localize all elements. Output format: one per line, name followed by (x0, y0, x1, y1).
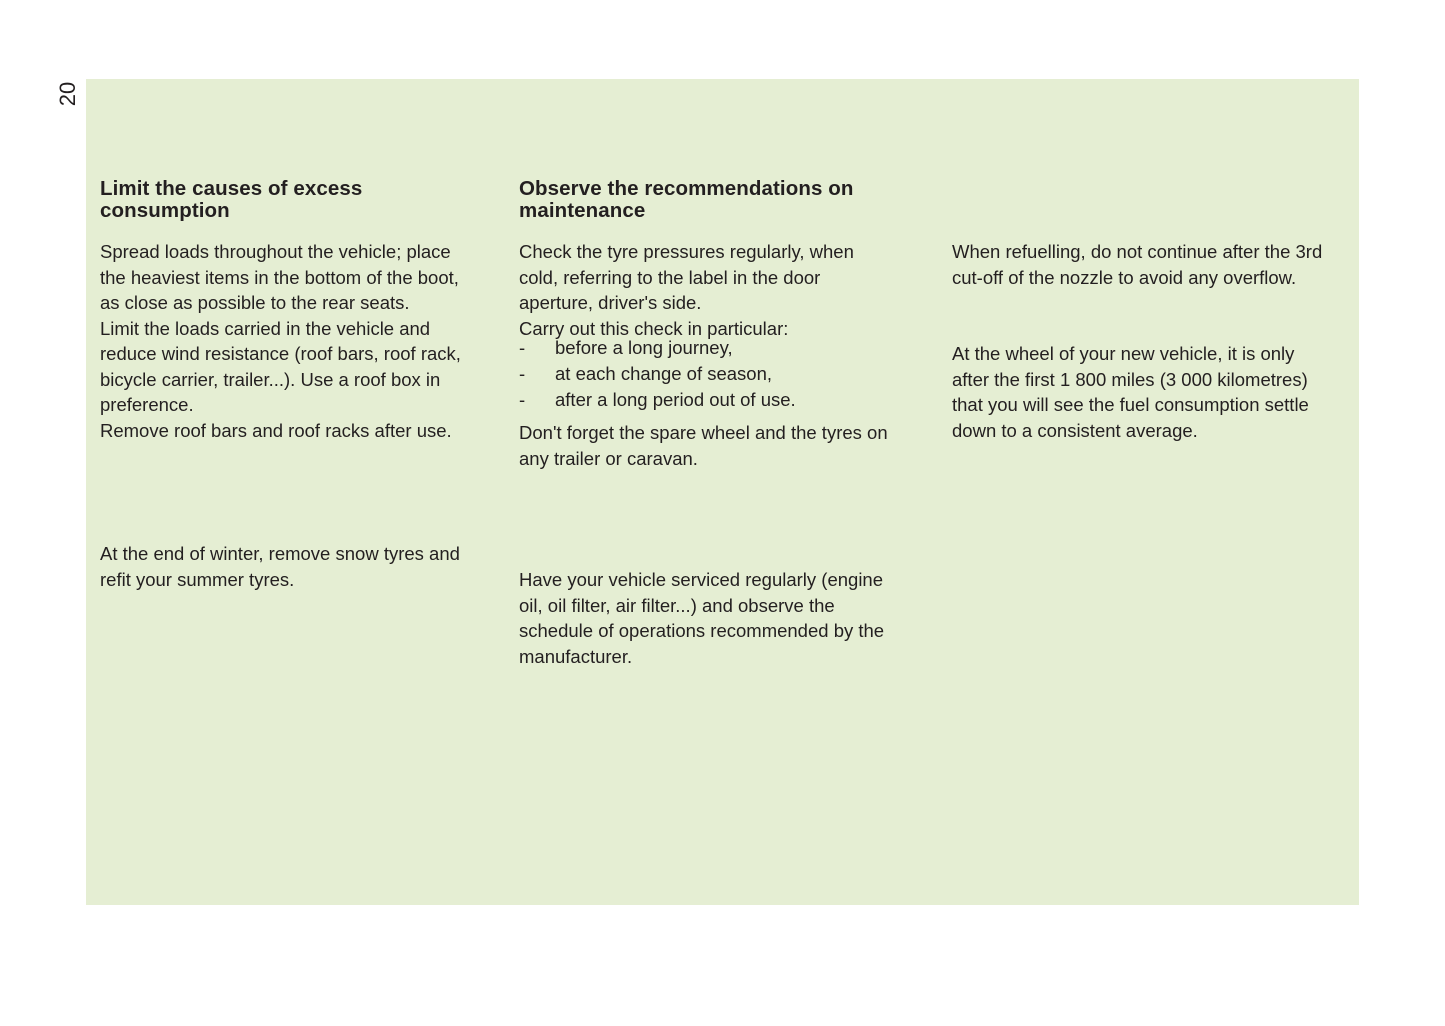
heading-excess-consumption: Limit the causes of excess consumption (100, 177, 363, 222)
list-item: - at each change of season, (519, 363, 773, 384)
list-item: - before a long journey, (519, 337, 733, 358)
check-occasions-list (519, 335, 796, 413)
paragraph-spare-wheel: Don't forget the spare wheel and the tyres on any trailer or caravan. (519, 422, 888, 469)
page-number: 20 (55, 81, 80, 107)
paragraph-loads: Spread loads throughout the vehicle; place the heaviest items in the bottom of the boot, as close as possible to the rear seats. Limit the loads carried in the vehicle and reduce wind resistance (roof bars, roof rack, bicycle carrier, trailer...). Use a roof box in preference. Remove roof bars and roof racks after use. (100, 241, 461, 441)
list-item: - after a long period out of use. (519, 389, 796, 410)
paragraph-servicing: Have your vehicle serviced regularly (engine oil, oil filter, air filter...) and observe the schedule of operations recommended by the manufacturer. (519, 569, 885, 667)
paragraph-tyre-pressures: Check the tyre pressures regularly, when cold, referring to the label in the door aperture, driver's side. Carry out this check in particular: (519, 241, 854, 339)
paragraph-refuelling: When refuelling, do not continue after the 3rd cut-off of the nozzle to avoid any overflow. (952, 241, 1323, 288)
paragraph-fuel-consumption: At the wheel of your new vehicle, it is only after the first 1 800 miles (3 000 kilometres) that you will see the fuel consumption settle down to a consistent average. (952, 343, 1309, 441)
content-panel (86, 79, 1359, 905)
heading-maintenance: Observe the recommendations on maintenance (519, 177, 854, 222)
paragraph-winter-tyres: At the end of winter, remove snow tyres and refit your summer tyres. (100, 543, 460, 590)
